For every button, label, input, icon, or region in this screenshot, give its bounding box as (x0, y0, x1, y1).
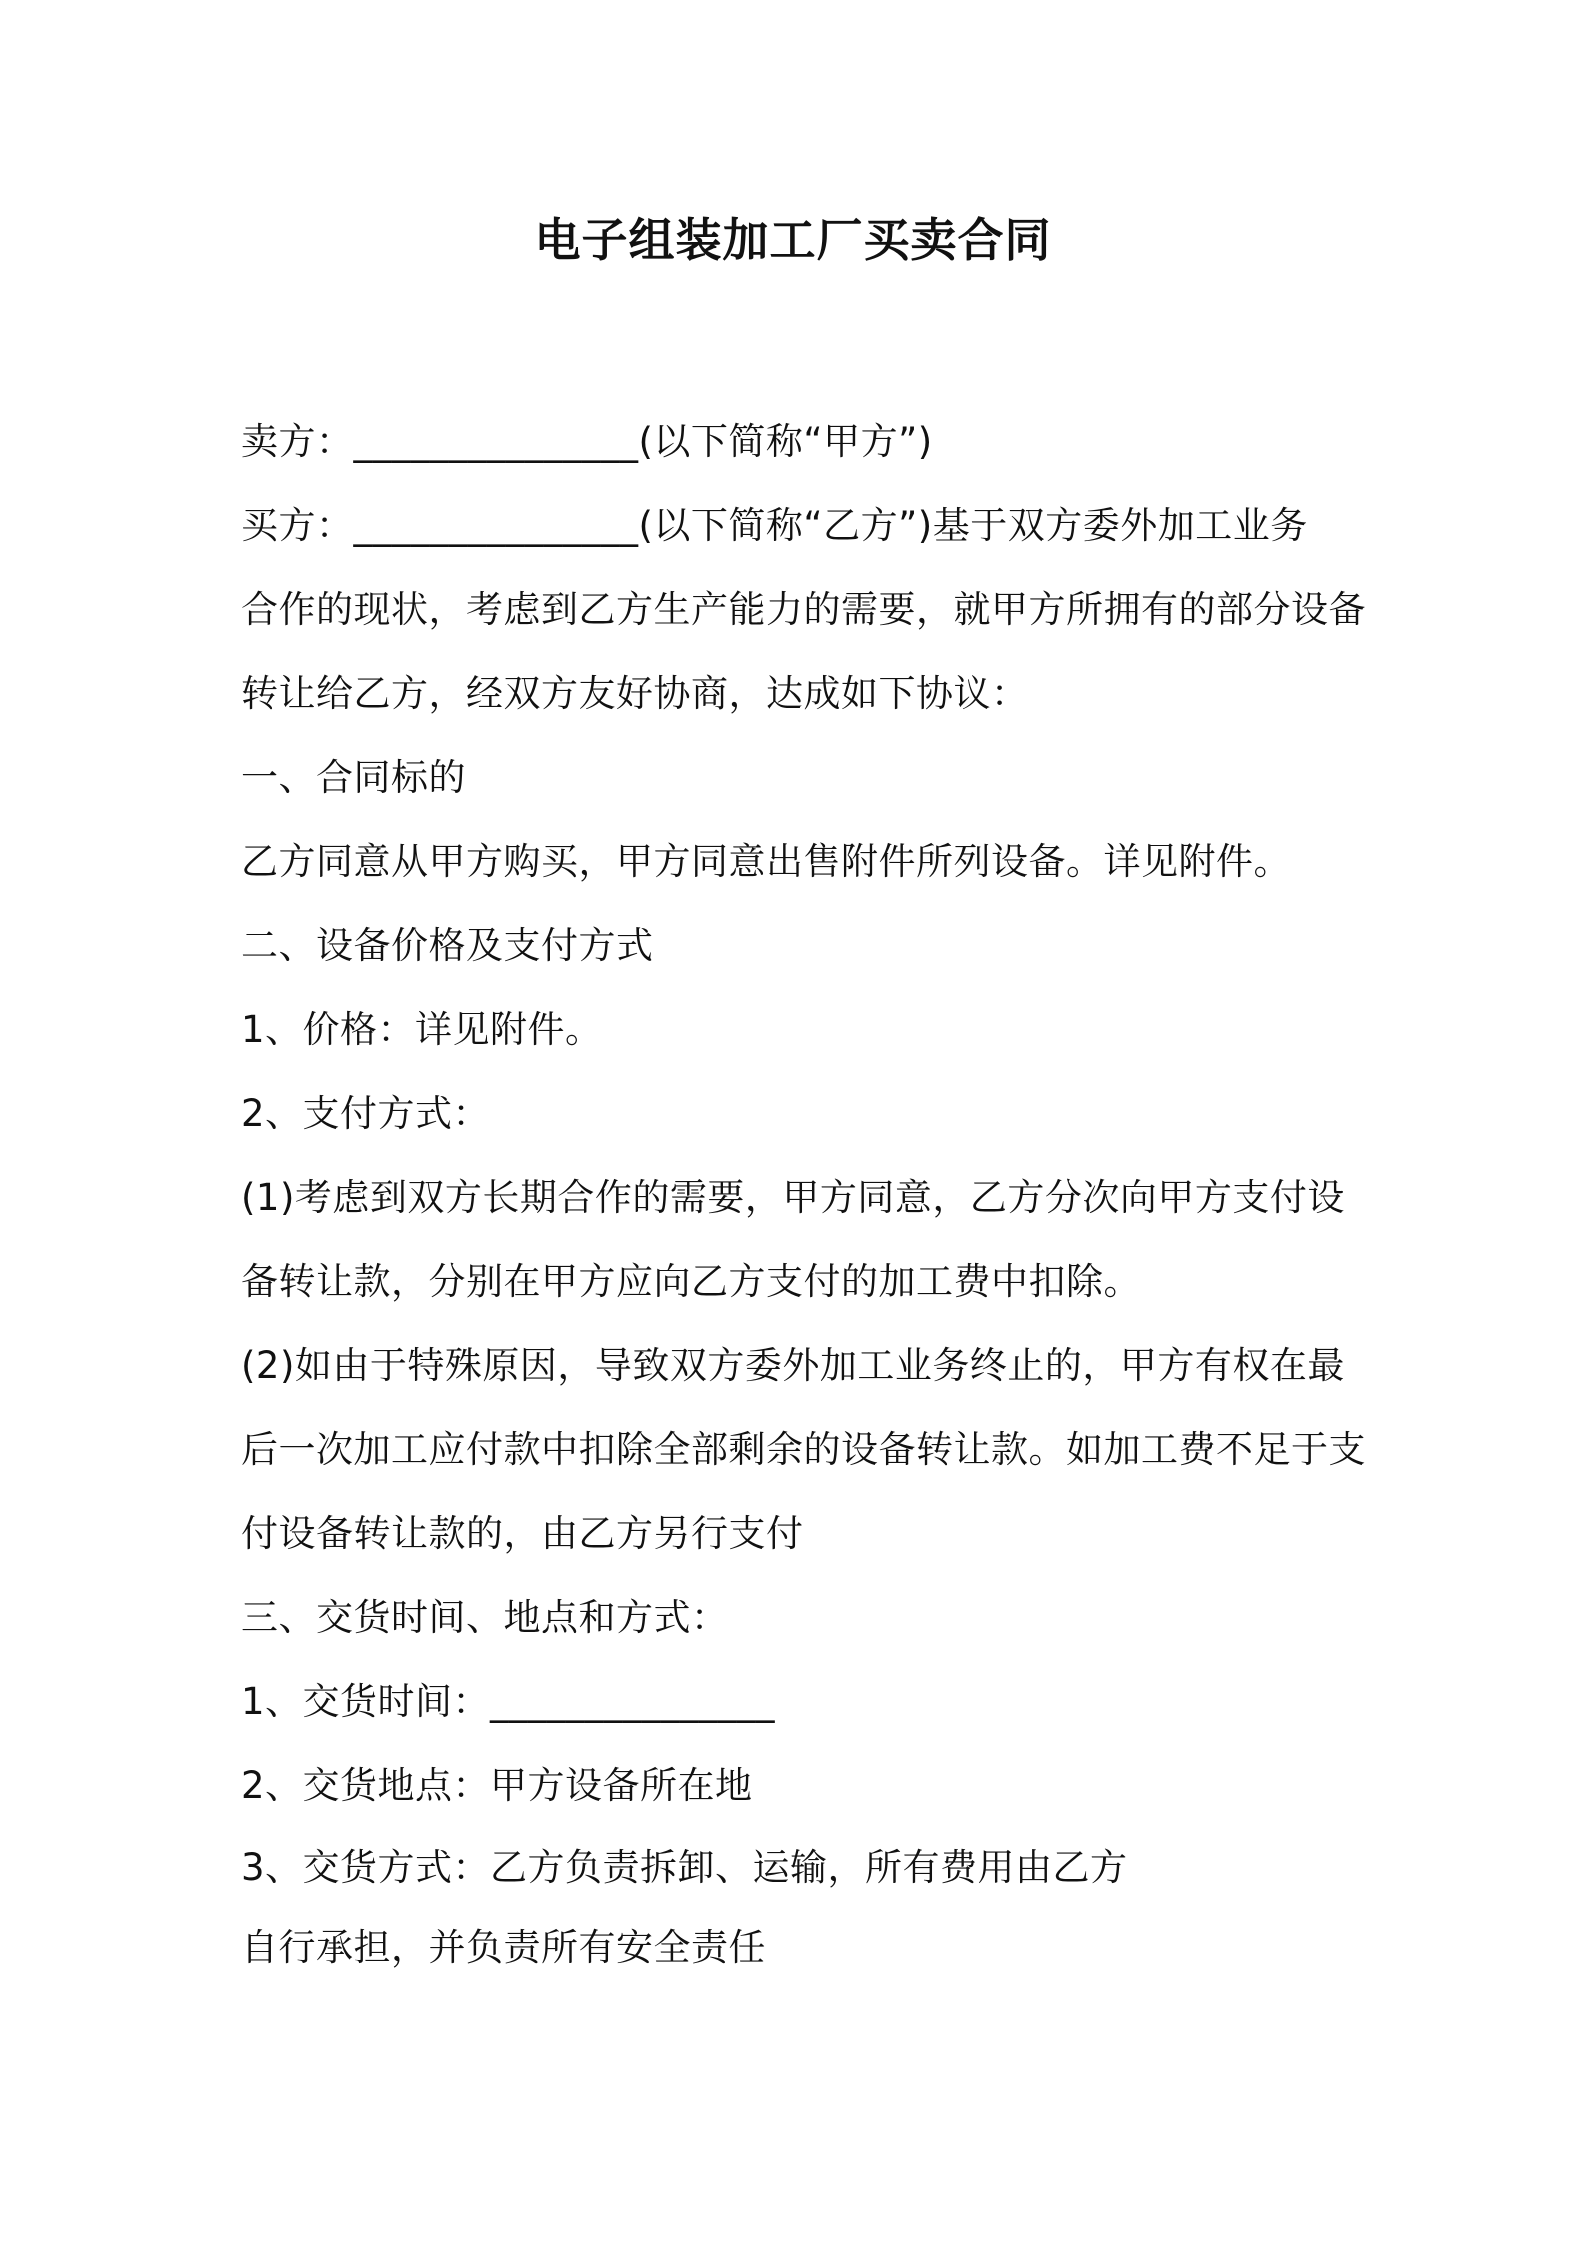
buyer-line: 买方：_______________(以下简称“乙方”)基于双方委外加工业务 (241, 504, 1308, 547)
section-heading-subject: 一、合同标的 (241, 756, 466, 799)
section-heading-price-payment: 二、设备价格及支付方式 (241, 924, 654, 967)
document-title: 电子组装加工厂买卖合同 (534, 213, 1052, 267)
paragraph-line: 自行承担，并负责所有安全责任 (241, 1926, 766, 1969)
clause-payment-2: (2)如由于特殊原因，导致双方委外加工业务终止的，甲方有权在最 (241, 1344, 1345, 1387)
clause-payment-method: 2、支付方式： (241, 1092, 491, 1135)
clause-delivery-method: 3、交货方式：乙方负责拆卸、运输，所有费用由乙方 (241, 1846, 1128, 1889)
paragraph-line: 乙方同意从甲方购买，甲方同意出售附件所列设备。详见附件。 (241, 840, 1291, 883)
seller-line: 卖方：_______________(以下简称“甲方”) (241, 420, 933, 463)
clause-price: 1、价格：详见附件。 (241, 1008, 603, 1051)
paragraph-line: 合作的现状，考虑到乙方生产能力的需要，就甲方所拥有的部分设备 (241, 588, 1366, 631)
paragraph-line: 备转让款，分别在甲方应向乙方支付的加工费中扣除。 (241, 1260, 1141, 1303)
section-heading-delivery: 三、交货时间、地点和方式： (241, 1596, 729, 1639)
paragraph-line: 后一次加工应付款中扣除全部剩余的设备转让款。如加工费不足于支 (241, 1428, 1366, 1471)
document-body (241, 400, 1366, 1988)
paragraph-line: 转让给乙方，经双方友好协商，达成如下协议： (241, 672, 1029, 715)
clause-payment-1: (1)考虑到双方长期合作的需要，甲方同意，乙方分次向甲方支付设 (241, 1176, 1345, 1219)
clause-delivery-time: 1、交货时间：_______________ (241, 1680, 776, 1723)
paragraph-line: 付设备转让款的，由乙方另行支付 (241, 1512, 804, 1555)
clause-delivery-place: 2、交货地点：甲方设备所在地 (241, 1764, 753, 1807)
